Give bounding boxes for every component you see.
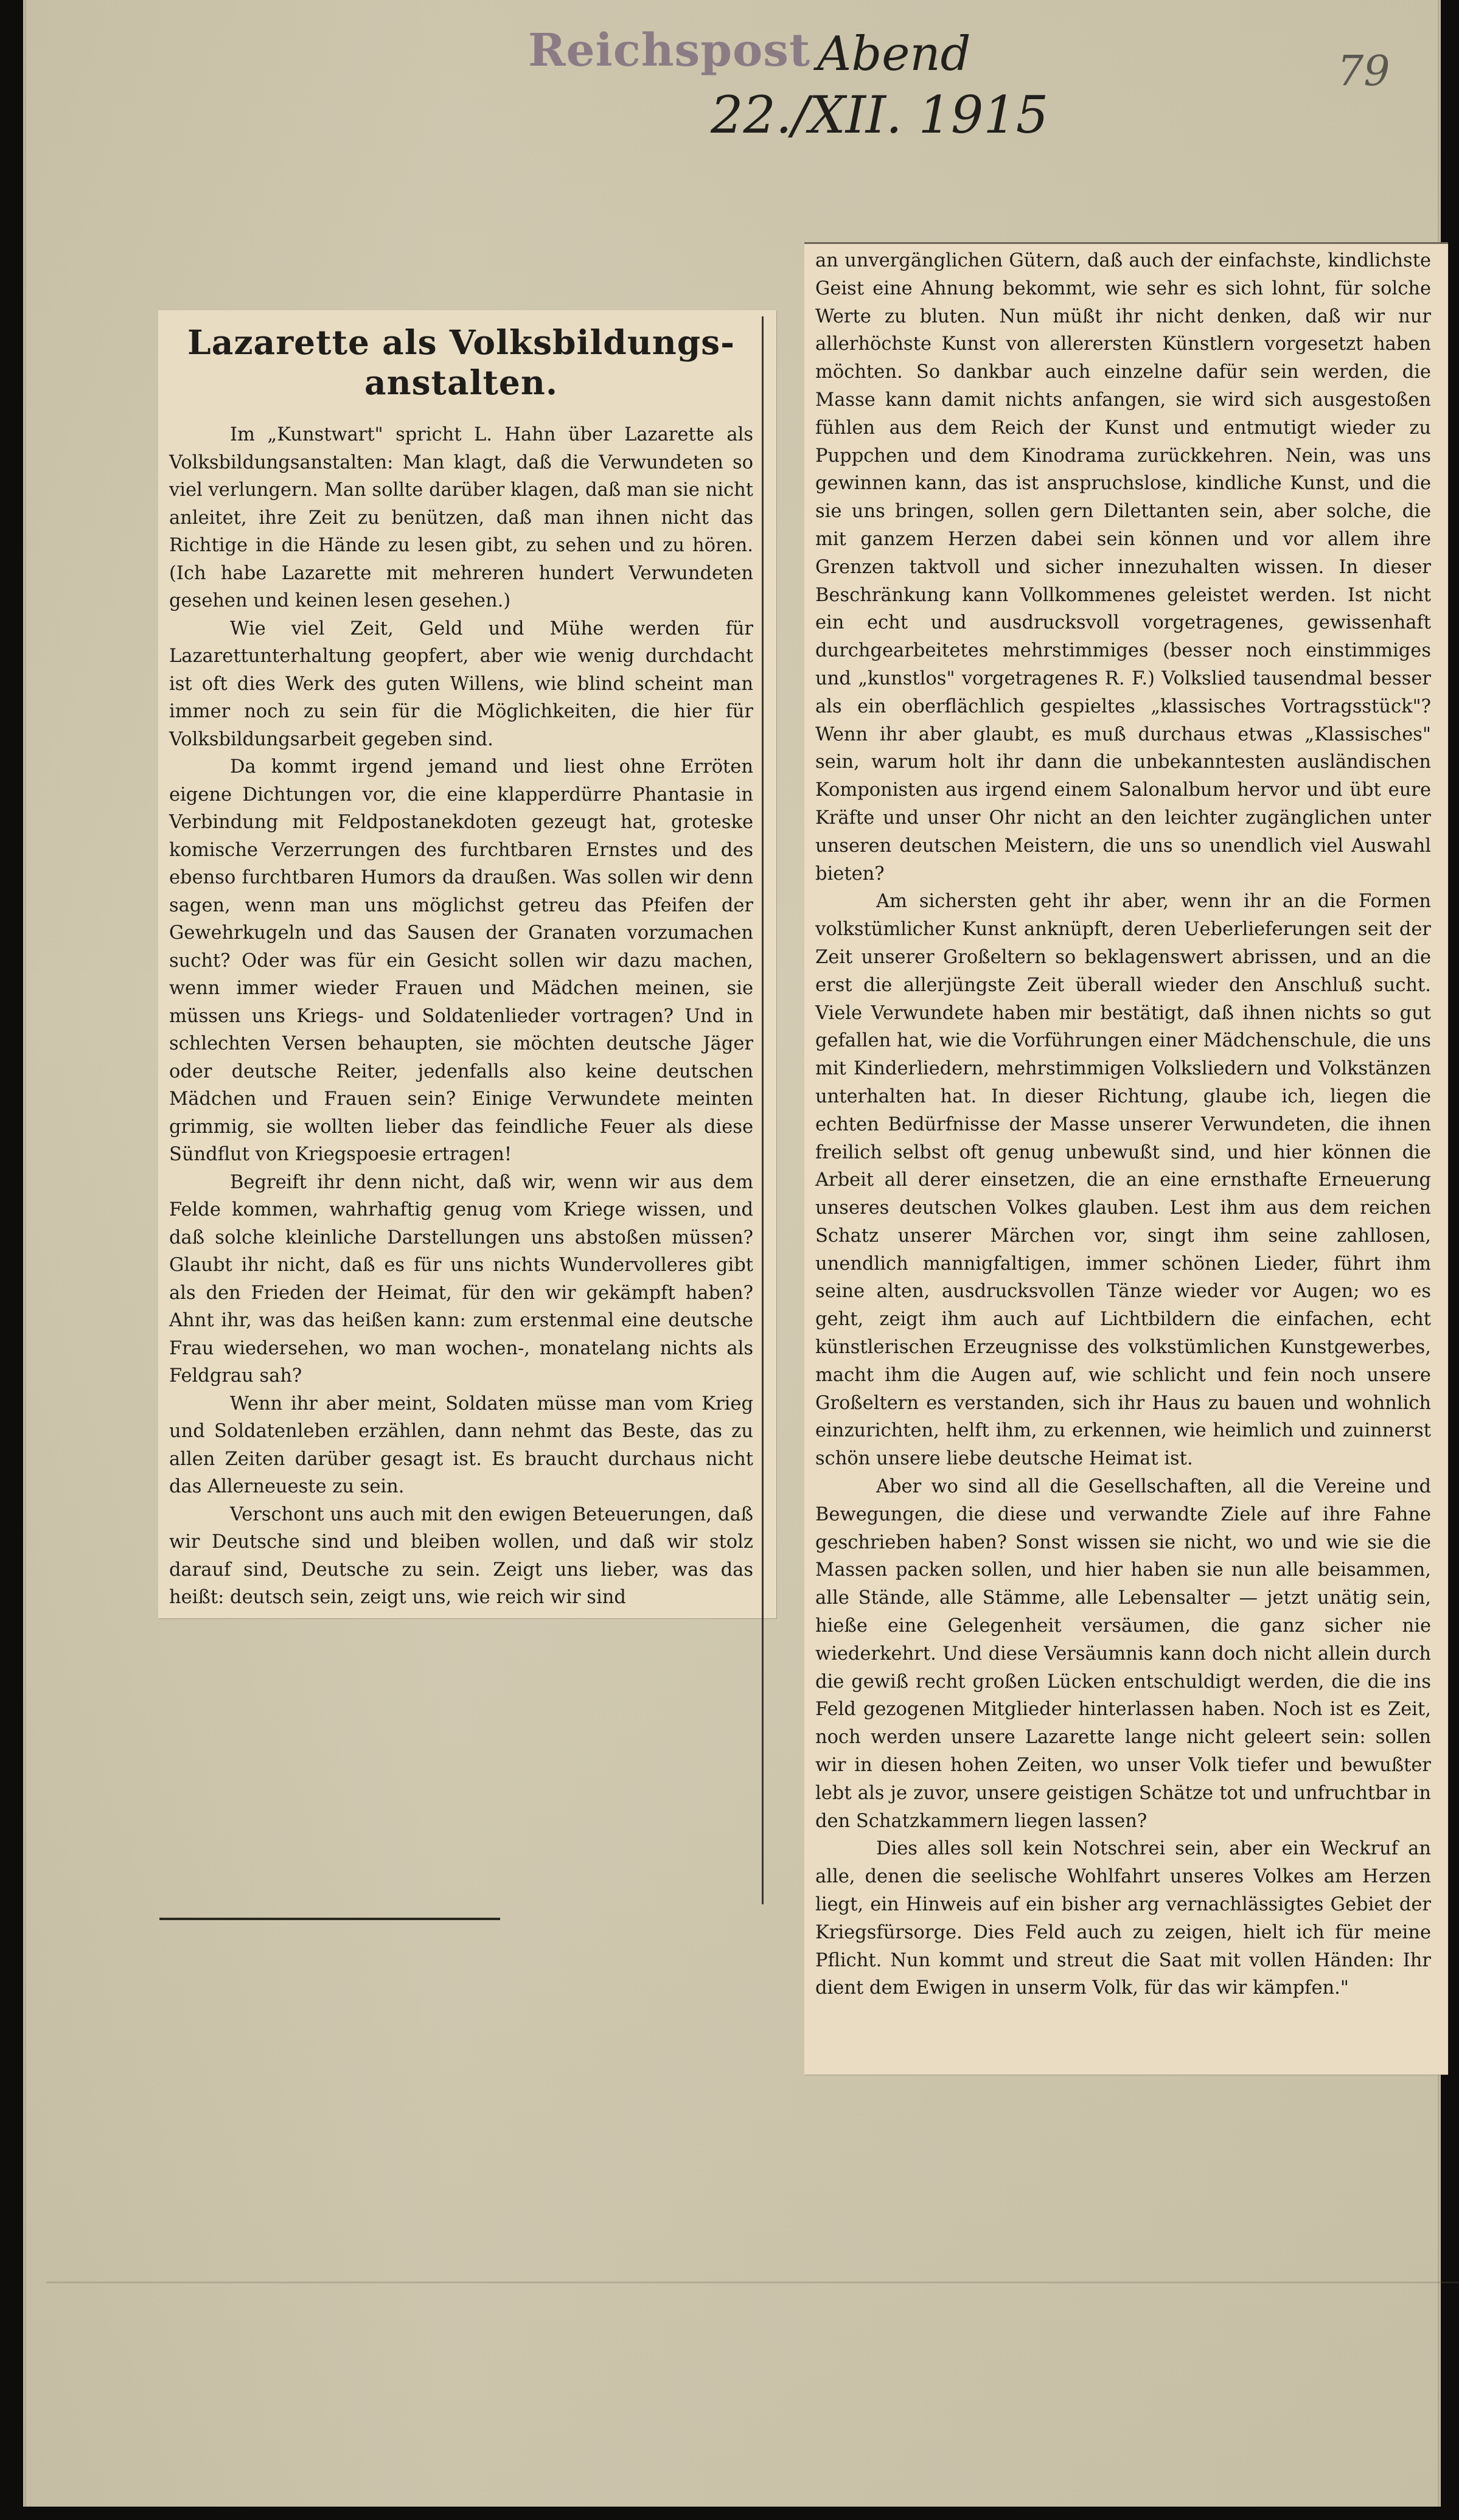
article-headline: Lazarette als Volksbildungs-anstalten. [187, 322, 735, 402]
column-rule [762, 316, 764, 1904]
clipping-left-column [158, 310, 776, 1618]
paragraph: Aber wo sind all die Gesellschaften, all die Vereine und Bewegungen, die diese und verwandte Ziele auf ihre Fahne geschrieben haben? Sonst wissen sie nicht, wo und wie sie die Massen packen sollen, und hier haben sie nun alle beisammen, alle Stände, alle Stämme, alle Lebensalter — jetzt unätig sein, hieße eine Gelegenheit versäumen, die ganz sicher nie wiederkehrt. Und diese Versäumnis kann doch nicht allein durch die gewiß recht großen Lücken entschuldigt werden, die die ins Feld gezogenen Mitglieder hinterlassen haben. Noch ist es Zeit, noch werden unsere Lazarette lange nicht geleert sein: sollen wir in diesen hohen Zeiten, wo unser Volk tiefer und bewußter lebt als je zuvor, unsere geistigen Schätze tot und unfruchtbar in den Schatzkammern liegen lassen? [815, 1476, 1431, 1832]
handwritten-page-number: 79 [1337, 47, 1390, 96]
column-rule-top [804, 242, 1448, 244]
paragraph: Wie viel Zeit, Geld und Mühe werden für Lazarettunterhaltung geopfert, aber wie wenig durchdacht ist oft dies Werk des guten Willens, wie blind scheint man immer noch zu sein für die Möglichkeiten, die hier für Volksbildungsarbeit gegeben sind. [169, 618, 753, 750]
sheet-edge [24, 0, 26, 2507]
handwritten-date: 22./XII. 1915 [711, 85, 1049, 145]
archive-sheet [23, 0, 1441, 2507]
paragraph: Am sichersten geht ihr aber, wenn ihr an die Formen volkstümlicher Kunst anknüpft, deren Ueberlieferungen seit der Zeit unserer Großeltern so beklagenswert abrissen, und an die erst die allerjüngste Zeit überall wieder den Anschluß sucht. Viele Verwundete haben mir bestätigt, daß ihnen nichts so gut gefallen hat, wie die Vorführungen einer Mädchenschule, die uns mit Kinderliedern, mehrstimmigen Volksliedern und Volkstänzen unterhalten hat. In dieser Richtung, glaube ich, liegen die echten Bedürfnisse der Masse unserer Verwundeten, die ihnen freilich selbst oft genug unbewußt sind, und hier können die Arbeit all derer einsetzen, die an eine ernsthafte Erneuerung unseres deutschen Volkes glauben. Lest ihm aus dem reichen Schatz unserer Märchen vor, singt ihm seine zahllosen, unendlich mannigfaltigen, immer schönen Lieder, führt ihm seine alten, ausdrucksvollen Tänze wieder vor Augen; wo es geht, zeigt ihm auch auf Lichtbildern die einfachen, echt künstlerischen Erzeugnisse des volkstümlichen Kunstgewerbes, macht ihm die Augen auf, wie schlicht und fein noch unsere Großeltern es verstanden, sich ihr Haus zu bauen und wohnlich einzurichten, helft ihm, zu erkennen, wie heimlich und zuinnerst schön unsere liebe deutsche Heimat ist. [815, 891, 1431, 1470]
paragraph: Verschont uns auch mit den ewigen Beteuerungen, daß wir Deutsche sind und bleiben wollen, und daß wir stolz darauf sind, Deutsche zu sein. Zeigt uns lieber, was das heißt: deutsch sein, zeigt uns, wie reich wir sind [169, 1503, 753, 1608]
paragraph: Da kommt irgend jemand und liest ohne Erröten eigene Dichtungen vor, die eine klapperdürre Phantasie in Verbindung mit Feldpostanekdoten gezeugt hat, groteske komische Verzerrungen des furchtbaren Ernstes und des ebenso furchtbaren Humors da draußen. Was sollen wir denn sagen, wenn man uns möglichst getreu das Pfeifen der Gewehrkugeln und das Sausen der Granaten vorzumachen sucht? Oder was für ein Gesicht sollen wir dazu machen, wenn immer wieder Frauen und Mädchen meinen, sie müssen uns Kriegs- und Soldatenlieder vortragen? Und in schlechten Versen behaupten, sie möchten deutsche Jäger oder deutsche Reiter, jedenfalls also keine deutschen Mädchen und Frauen sein? Einige Verwundete meinten grimmig, sie wollten lieber das feindliche Feuer als diese Sündflut von Kriegspoesie ertragen! [169, 756, 753, 1165]
newspaper-stamp: Reichspost [528, 24, 811, 77]
paragraph: Wenn ihr aber meint, Soldaten müsse man vom Krieg und Soldatenleben erzählen, dann nehmt das Beste, das zu allen Zeiten darüber gesagt ist. Es braucht durchaus nicht das Allerneueste zu sein. [169, 1393, 753, 1497]
paragraph: an unvergänglichen Gütern, daß auch der einfachste, kindlichste Geist eine Ahnung bekommt, wie sehr es sich lohnt, für solche Werte zu bluten. Nun müßt ihr nicht denken, daß wir nur allerhöchste Kunst von allerersten Künstlern vorgesetzt haben möchten. So dankbar auch einzelne dafür sein werden, die Masse kann damit nichts anfangen, sie wird sich ausgestoßen fühlen aus dem Reich der Kunst und entmutigt wieder zu Puppchen und dem Kinodrama zurückkehren. Nein, was uns gewinnen kann, das ist anspruchslose, kindliche Kunst, und die sie uns bringen, sollen gern Dilettanten sein, aber solche, die mit ganzem Herzen dabei sein können und vor allem ihre Grenzen taktvoll und sicher innezuhalten wissen. In dieser Beschränkung kann Vollkommenes geleistet werden. Ist nicht ein echt und ausdrucksvoll vorgetragenes, gewissenhaft durchgearbeitetes mehrstimmiges (besser noch einstimmiges und „kunstlos" vorgetragenes R. F.) Volkslied tausendmal besser als ein oberflächlich gespieltes „klassisches Vortragsstück"? Wenn ihr aber glaubt, es muß durchaus etwas „Klassisches" sein, warum holt ihr dann die unbekanntesten ausländischen Komponisten aus irgend einem Salonalbum hervor und übt eure Kräfte und unser Ohr nicht an den leichter zugänglichen unter unseren deutschen Meistern, die uns so unendlich viel Auswahl bieten? [815, 250, 1431, 885]
end-rule [159, 1918, 500, 1920]
paragraph: Begreift ihr denn nicht, daß wir, wenn wir aus dem Felde kommen, wahrhaftig genug vom Kriege wissen, und daß solche kleinliche Darstellungen uns abstoßen müssen? Glaubt ihr nicht, daß es für uns nichts Wundervolleres gibt als den Frieden der Heimat, für den wir gekämpft haben? Ahnt ihr, was das heißen kann: zum erstenmal eine deutsche Frau wiedersehen, wo man wochen-, monatelang nichts als Feldgrau sah? [169, 1171, 753, 1387]
clipping-right-column [804, 243, 1448, 2075]
paragraph: Im „Kunstwart" spricht L. Hahn über Lazarette als Volksbildungsanstalten: Man klagt, daß die Verwundeten so viel verlungern. Man sollte darüber klagen, daß man sie nicht anleitet, ihre Zeit zu benützen, daß man ihnen nicht das Richtige in die Hände zu lesen gibt, zu sehen und zu hören. (Ich habe Lazarette mit mehreren hundert Verwundeten gesehen und keinen lesen gesehen.) [169, 424, 753, 611]
paragraph: Dies alles soll kein Notschrei sein, aber ein Weckruf an alle, denen die seelische Wohlfahrt unseres Volkes am Herzen liegt, ein Hinweis auf ein bisher arg vernachlässigtes Gebiet der Kriegsfürsorge. Dies Feld auch zu zeigen, hielt ich für meine Pflicht. Nun kommt und streut die Saat mit vollen Händen: Ihr dient dem Ewigen in unserm Volk, für das wir kämpfen." [815, 1838, 1431, 1999]
handwritten-edition: Abend [817, 27, 971, 82]
left-column-text [169, 322, 753, 1612]
paper-fold [46, 2282, 1459, 2283]
right-column-text [815, 247, 1431, 2002]
